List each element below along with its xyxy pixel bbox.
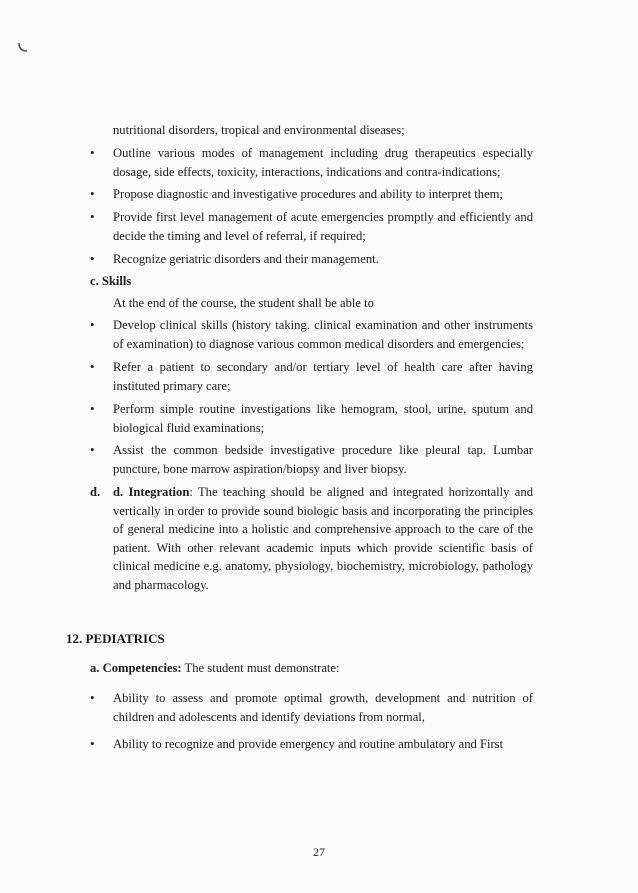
skills-heading: c. Skills xyxy=(90,274,132,288)
competencies-text: The student must demonstrate: xyxy=(181,661,340,675)
list-item-bedside: Assist the common bedside investigative procedure like pleural tap. Lumbar puncture, bone marrow aspiration/biopsy and liver biopsy. xyxy=(113,443,533,476)
bullet-icon: • xyxy=(90,736,95,751)
bullet-icon: • xyxy=(90,690,95,705)
list-item-management: Outline various modes of management including drug therapeutics especially dosage, side effects, toxicity, interactions, indications and contra-indications; xyxy=(113,146,533,179)
integration-paragraph xyxy=(113,483,533,594)
bullet-icon: • xyxy=(90,251,95,266)
corner-mark-icon xyxy=(16,40,30,54)
bullet-icon: • xyxy=(90,401,95,416)
bullet-icon: • xyxy=(90,442,95,457)
integration-text: : The teaching should be aligned and integrated horizontally and vertically in order to provide sound biologic basis and incorporating the principles of general medicine into a holistic and comprehensive approach to the care of the patient. With other relevant academic inputs which provide scientific basis of clinical medicine e.g. anatomy, physiology, biochemistry, microbiology, pathology and pharmacology. xyxy=(113,485,533,592)
integration-label: d. xyxy=(90,485,101,499)
list-item-geriatric: Recognize geriatric disorders and their management. xyxy=(113,252,379,266)
bullet-icon: • xyxy=(90,359,95,374)
pediatrics-heading: 12. PEDIATRICS xyxy=(66,631,165,646)
list-item-investigations: Perform simple routine investigations like hemogram, stool, urine, sputum and biological fluid examinations; xyxy=(113,402,533,435)
competencies-line xyxy=(90,659,533,678)
list-item-diagnostic: Propose diagnostic and investigative procedures and ability to interpret them; xyxy=(113,187,503,201)
bullet-icon: • xyxy=(90,145,95,160)
bullet-icon: • xyxy=(90,317,95,332)
continuation-line: nutritional disorders, tropical and environmental diseases; xyxy=(113,123,405,137)
list-item-clinical-skills: Develop clinical skills (history taking. clinical examination and other instruments of examination) to diagnose various common medical disorders and emergencies; xyxy=(113,318,533,351)
list-item-growth: Ability to assess and promote optimal growth, development and nutrition of children and adolescents and identify deviations from normal, xyxy=(113,691,533,724)
list-item-referral: Refer a patient to secondary and/or tertiary level of health care after having instituted primary care; xyxy=(113,360,533,393)
page-number: 27 xyxy=(313,845,325,859)
skills-intro: At the end of the course, the student shall be able to xyxy=(113,296,374,310)
competencies-label: a. Competencies: xyxy=(90,661,182,675)
bullet-icon: • xyxy=(90,186,95,201)
bullet-icon: • xyxy=(90,209,95,224)
list-item-emergencies: Provide first level management of acute emergencies promptly and efficiently and decide the timing and level of referral, if required; xyxy=(113,210,533,243)
list-item-emergency-care: Ability to recognize and provide emergency and routine ambulatory and First xyxy=(113,737,504,751)
integration-heading: d. Integration xyxy=(113,485,190,499)
